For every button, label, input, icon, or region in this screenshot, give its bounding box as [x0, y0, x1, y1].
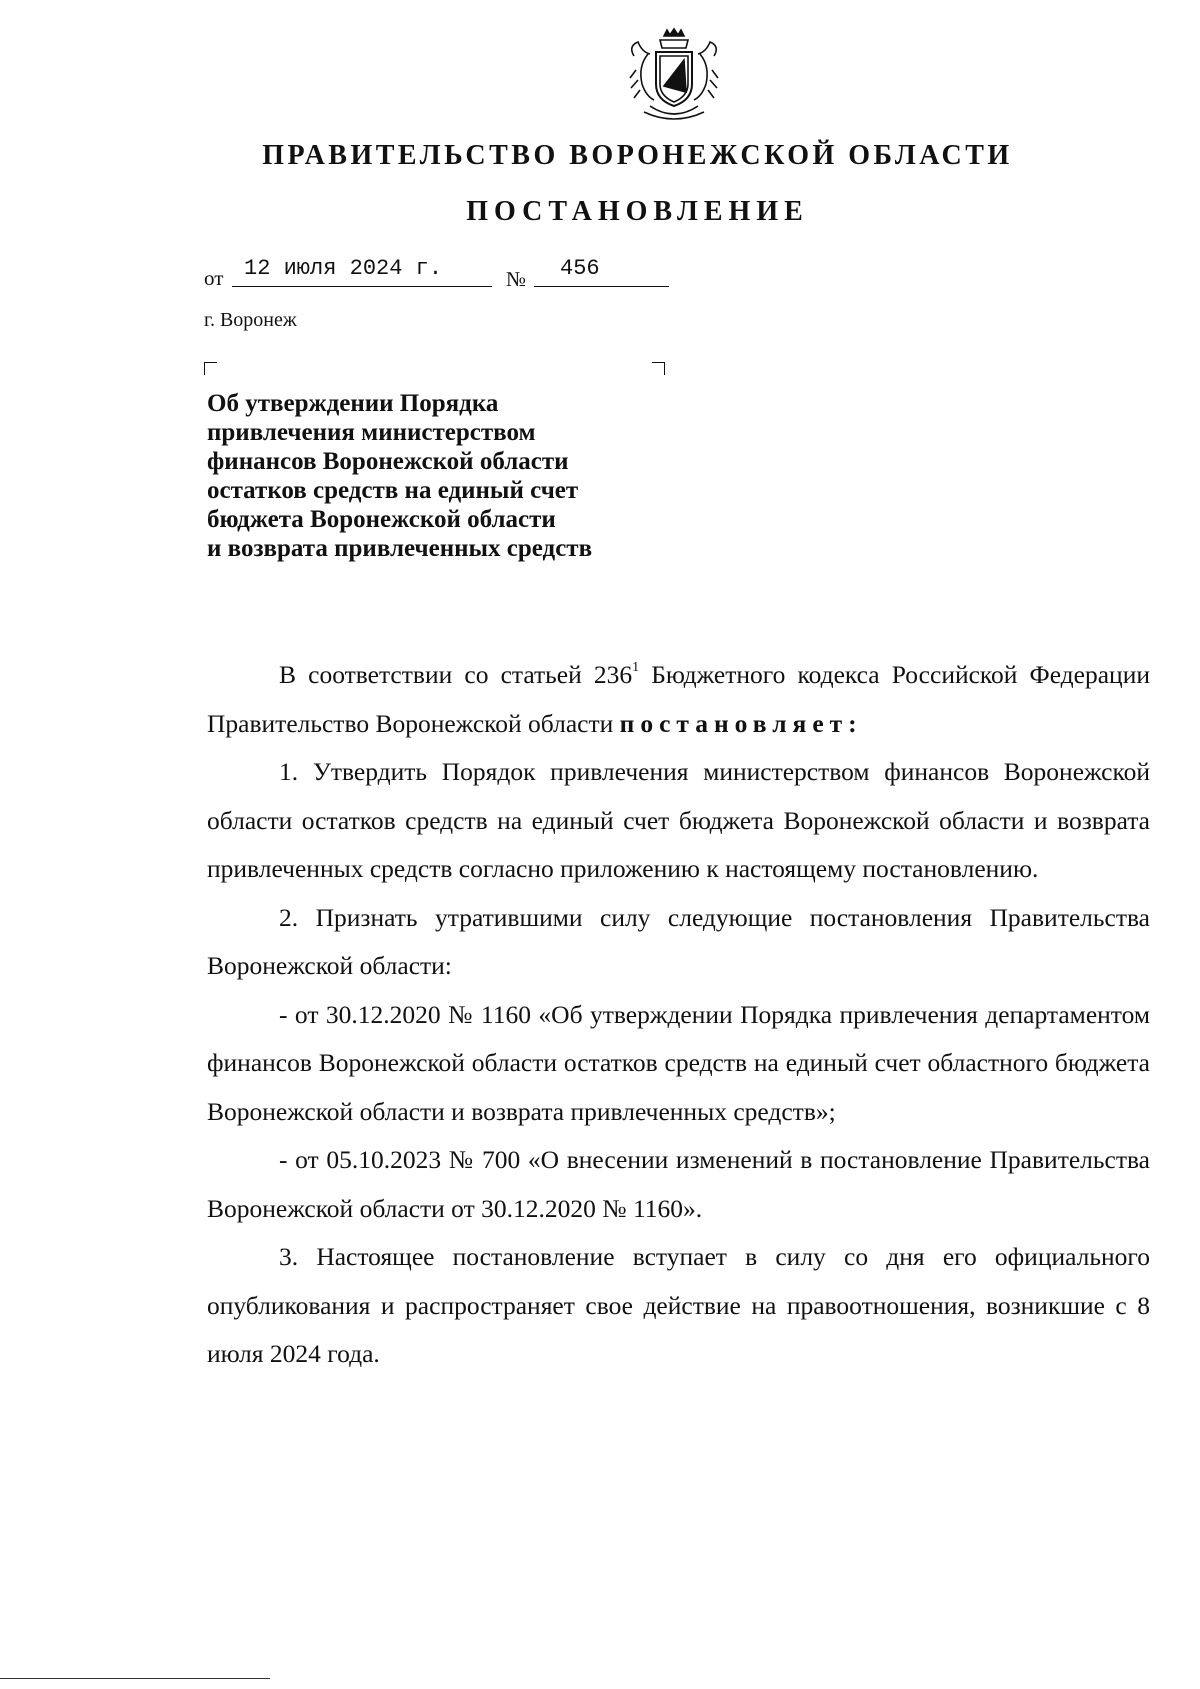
subject-line: бюджета Воронежской области — [207, 506, 556, 533]
footer-rule — [0, 1678, 270, 1679]
item-2-paragraph: 2. Признать утратившими силу следующие постановления Правительства Воронежской области: — [207, 902, 1150, 980]
preamble-paragraph — [207, 644, 1150, 748]
subject-corner-left — [204, 362, 217, 375]
preamble-start: В соответствии со статьей 236 — [279, 660, 633, 689]
item-1-paragraph: 1. Утвердить Порядок привлечения министерством финансов Воронежской области остатков средств на единый счет бюджета Воронежской области и возврата привлеченных средств согласно приложению к настоящему постановлению. — [207, 757, 1150, 883]
number-prefix: № — [506, 267, 527, 291]
city-label: г. Воронеж — [204, 309, 297, 331]
document-type-title: ПОСТАНОВЛЕНИЕ — [466, 196, 809, 227]
organization-title: ПРАВИТЕЛЬСТВО ВОРОНЕЖСКОЙ ОБЛАСТИ — [262, 140, 1013, 171]
subject-line: Об утверждении Порядка — [207, 390, 499, 417]
subject-line: и возврата привлеченных средств — [207, 535, 593, 562]
date-prefix: от — [204, 266, 224, 290]
item-2-repealed-1160: - от 30.12.2020 № 1160 «Об утверждении Порядка привлечения департаментом финансов Воронежской области остатков средств на единый счет областного бюджета Воронежской области и возврата привлеченных средств»; — [207, 999, 1150, 1126]
article-superscript: 1 — [632, 660, 640, 675]
preamble-end: Бюджетного кодекса Российской Федерации Правительство Воронежской области — [207, 660, 1150, 738]
date-number-row — [204, 256, 674, 292]
subject-line: привлечения министерством — [207, 419, 536, 446]
item-3-paragraph: 3. Настоящее постановление вступает в силу со дня его официального опубликования и распространяет свое действие на правоотношения, возникшие с 8 июля 2024 года. — [207, 1242, 1150, 1368]
number-value: 456 — [560, 256, 600, 281]
item-2-repealed-700: - от 05.10.2023 № 700 «О внесении изменений в постановление Правительства Воронежской области от 30.12.2020 № 1160». — [207, 1145, 1150, 1223]
coat-of-arms-emblem — [620, 26, 728, 126]
subject-line: остатков средств на единый счет — [207, 477, 579, 504]
subject-corner-right — [652, 362, 665, 375]
date-underline — [232, 286, 492, 287]
subject-line: финансов Воронежской области — [207, 448, 569, 475]
document-subject — [207, 389, 677, 563]
number-underline — [534, 286, 669, 287]
date-value: 12 июля 2024 г. — [244, 256, 443, 281]
resolves-word: постановляет: — [619, 708, 863, 738]
document-body — [207, 644, 1150, 1379]
